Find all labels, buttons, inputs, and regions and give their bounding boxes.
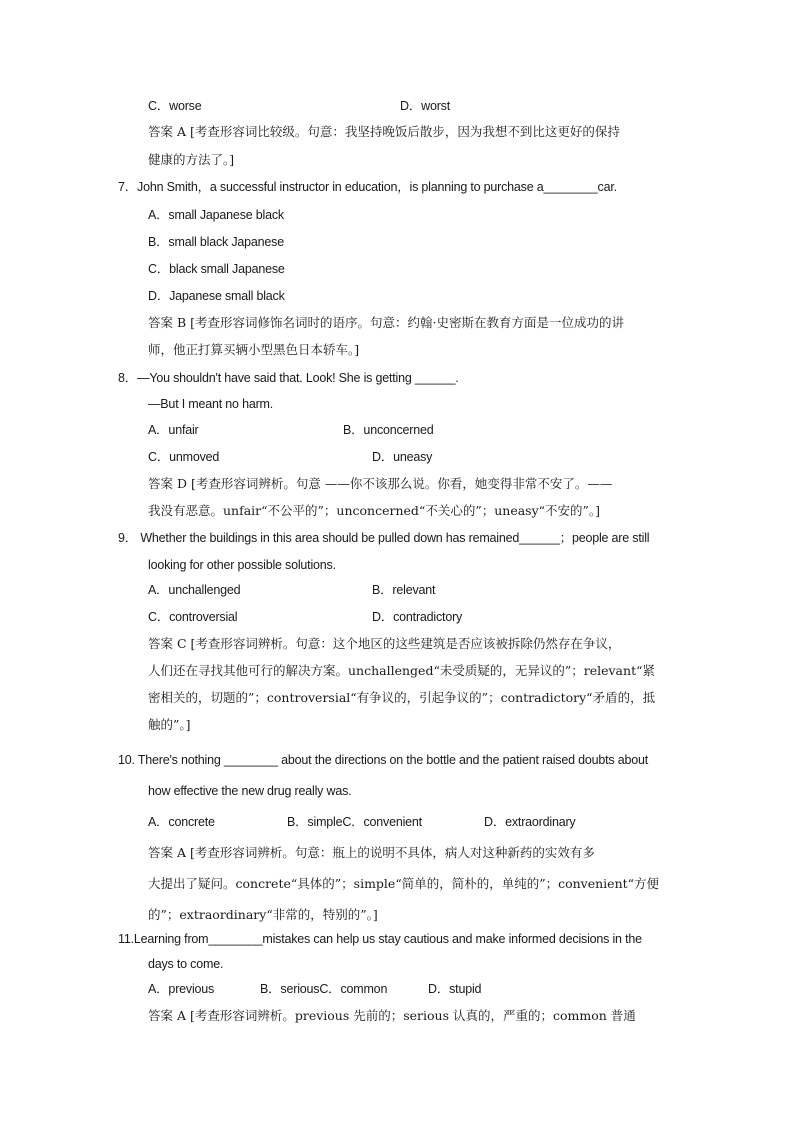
answer-q10-line2: 大提出了疑问。concrete“具体的”；simple“简单的，简朴的，单纯的”；convenient“方便 bbox=[148, 876, 660, 891]
answer-q9-line4: 触的”。] bbox=[148, 717, 191, 732]
question-10-line2: how effective the new drug really was. bbox=[148, 784, 352, 798]
option-d-q9: D．contradictory bbox=[372, 610, 463, 624]
answer-q9-line1: 答案 C [考查形容词辨析。句意：这个地区的这些建筑是否应该被拆除仍然存在争议， bbox=[148, 636, 621, 651]
option-d-q7: D．Japanese small black bbox=[148, 289, 285, 303]
option-c-q9: C．controversial bbox=[148, 610, 238, 624]
option-d-q8: D．uneasy bbox=[372, 450, 433, 464]
answer-q7-line1: 答案 B [考查形容词修饰名词时的语序。句意：约翰·史密斯在教育方面是一位成功的讲 bbox=[148, 315, 624, 330]
answer-q9-line2: 人们还在寻找其他可行的解决方案。unchallenged“未受质疑的，无异议的”；relevant“紧 bbox=[148, 663, 655, 678]
option-a-q7: A．small Japanese black bbox=[148, 208, 284, 222]
answer-q8-line2: 我没有恶意。unfair“不公平的”；unconcerned“不关心的”；uneasy“不安的”。] bbox=[148, 503, 601, 518]
option-a-q10: A．concrete bbox=[148, 815, 215, 829]
answer-q10-line1: 答案 A [考查形容词辨析。句意：瓶上的说明不具体，病人对这种新药的实效有多 bbox=[148, 845, 595, 860]
question-9-line2: looking for other possible solutions. bbox=[148, 558, 336, 572]
question-8: 8．—You shouldn't have said that. Look! She is getting ______. bbox=[118, 371, 459, 385]
option-d-q11: D．stupid bbox=[428, 982, 482, 996]
option-c-q7: C．black small Japanese bbox=[148, 262, 285, 276]
option-b-q8: B．unconcerned bbox=[343, 423, 434, 437]
option-bc-q11: B．seriousC．common bbox=[260, 982, 388, 996]
question-7: 7．John Smith，a successful instructor in education，is planning to purchase a________car. bbox=[118, 180, 617, 194]
answer-q11-line1: 答案 A [考查形容词辨析。previous 先前的；serious 认真的，严重的；common 普通 bbox=[148, 1008, 636, 1023]
question-8-reply: —But I meant no harm. bbox=[148, 397, 274, 411]
option-bc-q10: B．simpleC．convenient bbox=[287, 815, 422, 829]
answer-q6-line2: 健康的方法了。] bbox=[148, 152, 235, 167]
option-a-q8: A．unfair bbox=[148, 423, 199, 437]
option-b-q9: B．relevant bbox=[372, 583, 436, 597]
answer-q8-line1: 答案 D [考查形容词辨析。句意 ——你不该那么说。你看，她变得非常不安了。—— bbox=[148, 476, 613, 491]
option-d-q10: D．extraordinary bbox=[484, 815, 576, 829]
option-a-q11: A．previous bbox=[148, 982, 215, 996]
answer-q10-line3: 的”；extraordinary“非常的，特别的”。] bbox=[148, 907, 378, 922]
option-c-q6: C．worse bbox=[148, 99, 202, 113]
answer-q7-line2: 师，他正打算买辆小型黑色日本轿车。] bbox=[148, 342, 360, 357]
question-9-line1: 9． Whether the buildings in this area should be pulled down has remained______；people are still bbox=[118, 531, 650, 545]
question-11-line2: days to come. bbox=[148, 957, 224, 971]
question-10-line1: 10. There's nothing ________ about the directions on the bottle and the patient raised doubts about bbox=[118, 753, 648, 767]
option-a-q9: A．unchallenged bbox=[148, 583, 241, 597]
answer-q6-line1: 答案 A [考查形容词比较级。句意：我坚持晚饭后散步，因为我想不到比这更好的保持 bbox=[148, 124, 620, 139]
question-11-line1: 11.Learning from________mistakes can help us stay cautious and make informed decisions in the bbox=[118, 932, 642, 946]
option-d-q6: D．worst bbox=[400, 99, 450, 113]
option-c-q8: C．unmoved bbox=[148, 450, 220, 464]
option-b-q7: B．small black Japanese bbox=[148, 235, 284, 249]
answer-q9-line3: 密相关的，切题的”；controversial“有争议的，引起争议的”；contradictory“矛盾的，抵 bbox=[148, 690, 656, 705]
